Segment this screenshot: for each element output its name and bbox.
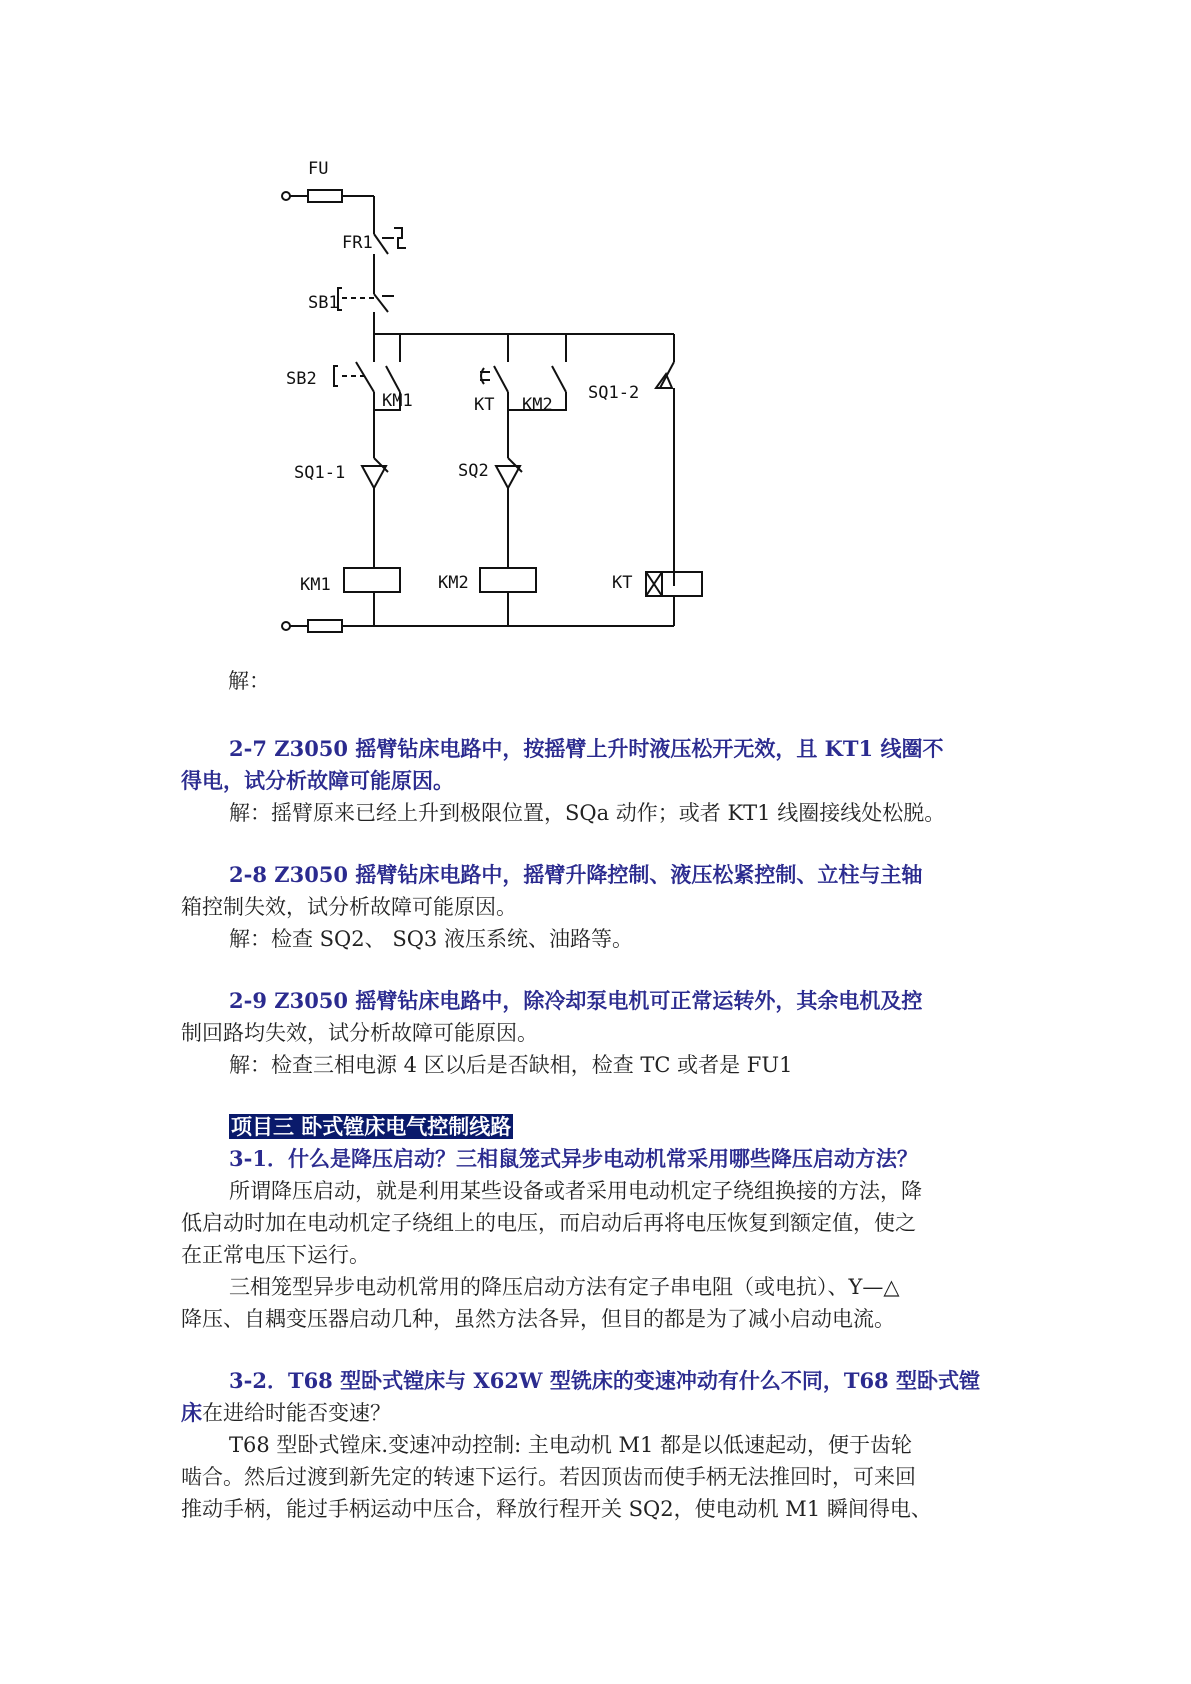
paragraph-3-line2: 啮合。然后过渡到新先定的转速下运行。若因顶齿而使手柄无法推回时，可来回 [181, 1465, 916, 1489]
paragraph-2-line2: 降压、自耦变压器启动几种，虽然方法各异，但目的都是为了减小启动电流。 [181, 1307, 895, 1331]
label-sb2: SB2 [286, 369, 317, 389]
label-fu: FU [308, 159, 329, 179]
control-circuit-diagram [278, 154, 778, 694]
label-sb1: SB1 [308, 293, 339, 313]
label-sq1-1: SQ1-1 [294, 463, 346, 483]
spacer [181, 1081, 1011, 1111]
label-kt-coil: KT [612, 573, 633, 593]
paragraph-3-line3: 推动手柄，能过手柄运动中压合，释放行程开关 SQ2，使电动机 M1 瞬间得电、 [181, 1497, 932, 1521]
km2-contact-icon [552, 366, 566, 392]
question-2-7-line1: 2-7 Z3050 摇臂钻床电路中，按摇臂上升时液压松开无效，且 KT1 线圈不 [229, 736, 944, 761]
label-km1-coil: KM1 [300, 575, 331, 595]
question-3-2-line2 [181, 1397, 1011, 1429]
paragraph-2-line1: 三相笼型异步电动机常用的降压启动方法有定子串电阻（或电抗）、Y—△ [229, 1275, 900, 1299]
paragraph-1-line2: 低启动时加在电动机定子绕组上的电压，而启动后再将电压恢复到额定值，使之 [181, 1211, 916, 1235]
question-2-8-line2: 箱控制失效，试分析故障可能原因。 [181, 895, 517, 919]
paragraph-3-line1: T68 型卧式镗床.变速冲动控制: 主电动机 M1 都是以低速起动，便于齿轮 [229, 1433, 913, 1457]
label-km2-coil: KM2 [438, 573, 469, 593]
fuse-fu-icon [308, 190, 342, 202]
label-kt-contact: KT [474, 395, 495, 415]
answer-2-7: 解：摇臂原来已经上升到极限位置，SQa 动作；或者 KT1 线圈接线处松脱。 [229, 801, 946, 825]
label-km1-contact: KM1 [382, 391, 413, 411]
label-km2-contact: KM2 [522, 395, 553, 415]
circuit-svg [278, 154, 778, 694]
question-2-8-line1: 2-8 Z3050 摇臂钻床电路中，摇臂升降控制、液压松紧控制、立柱与主轴 [229, 862, 923, 887]
fuse-bottom-icon [308, 620, 342, 632]
text-content [181, 733, 1011, 1525]
label-fr1: FR1 [342, 233, 373, 253]
question-2-9-line1: 2-9 Z3050 摇臂钻床电路中，除冷却泵电机可正常运转外，其余电机及控 [229, 988, 923, 1013]
question-3-2-line1: 3-2．T68 型卧式镗床与 X62W 型铣床的变速冲动有什么不同，T68 型卧式镗 [229, 1368, 980, 1393]
label-sq1-2: SQ1-2 [588, 383, 640, 403]
sb2-contact-icon [356, 362, 374, 392]
spacer [181, 955, 1011, 985]
spacer [181, 1335, 1011, 1365]
answer-prefix: 解： [228, 669, 270, 693]
question-3-1: 3-1．什么是降压启动？三相鼠笼式异步电动机常采用哪些降压启动方法？ [229, 1146, 918, 1171]
km2-coil-icon [480, 568, 536, 592]
label-sq2: SQ2 [458, 461, 489, 481]
terminal-bottom-icon [282, 622, 290, 630]
section-heading: 项目三 卧式镗床电气控制线路 [231, 1114, 512, 1139]
answer-2-9: 解：检查三相电源 4 区以后是否缺相，检查 TC 或者是 FU1 [229, 1053, 793, 1077]
question-2-7-line2: 得电，试分析故障可能原因。 [181, 768, 454, 793]
km1-coil-icon [344, 568, 400, 592]
question-2-9-line2: 制回路均失效，试分析故障可能原因。 [181, 1021, 538, 1045]
paragraph-1-line1: 所谓降压启动，就是利用某些设备或者采用电动机定子绕组换接的方法，降 [229, 1179, 922, 1203]
paragraph-1-line3: 在正常电压下运行。 [181, 1243, 370, 1267]
terminal-top-icon [282, 192, 290, 200]
spacer [181, 829, 1011, 859]
question-3-2-rest: 在进给时能否变速？ [202, 1401, 391, 1425]
kt-contact-icon [494, 366, 508, 392]
question-3-2-bold-char: 床 [181, 1400, 202, 1425]
section-heading-row [181, 1111, 1011, 1143]
km1-contact-icon [386, 366, 400, 392]
answer-2-8: 解：检查 SQ2、 SQ3 液压系统、油路等。 [229, 927, 633, 951]
